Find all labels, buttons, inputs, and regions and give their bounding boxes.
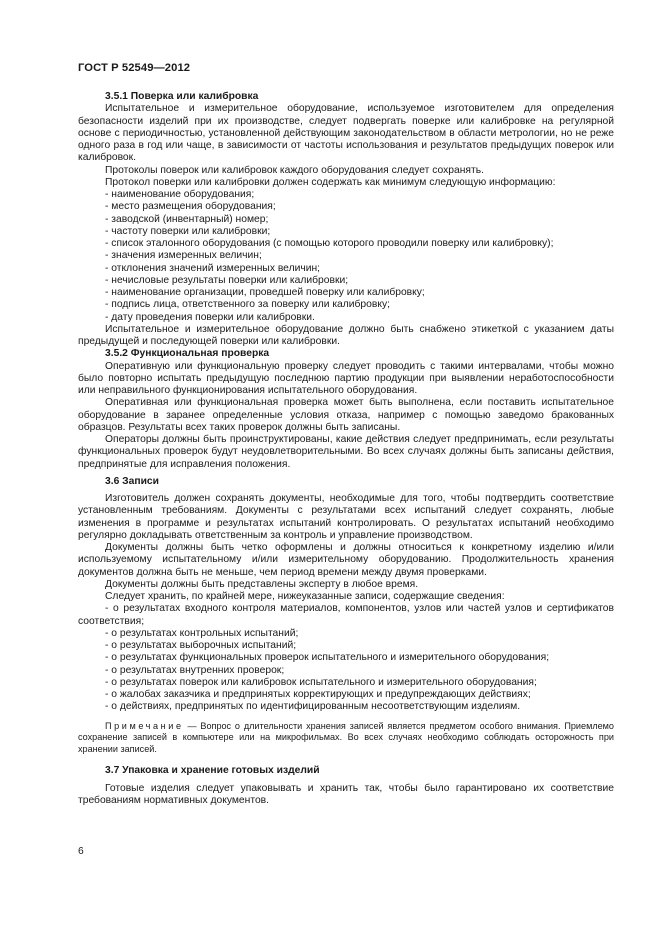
list-item: - наименование оборудования; (105, 189, 255, 200)
note-text: — Вопрос о длительности хранения записей является предметом особого внимания. Приемлемо сохранение записей в компьютере или на микрофильмах. Во всех случаях необходимо соблюдать осторожность при хранении записей. (78, 720, 614, 754)
paragraph: Испытательное и измерительное оборудование должно быть снабжено этикеткой с указанием даты предыдущей и последующей поверки или калибровки. (78, 323, 614, 347)
list-item: - список эталонного оборудования (с помощью которого проводили поверку или калибровку); (105, 238, 554, 249)
list-item: - о результатах внутренних проверок; (105, 664, 285, 676)
list-item: - отклонения значений измеренных величин; (105, 262, 320, 274)
list-item: - о жалобах заказчика и предпринятых корректирующих и предупреждающих действиях; (105, 689, 531, 700)
list-item: - о результатах контрольных испытаний; (105, 627, 299, 639)
paragraph: Протоколы поверок или калибровок каждого оборудования следует сохранять. (105, 164, 484, 176)
paragraph: Документы должны быть четко оформлены и должны относиться к конкретному изделию и/или используемому испытательному и/или измерительному оборудованию. Продолжительность хранения документов должна быть не меньше, чем период времени между двумя проверками. (78, 542, 614, 578)
paragraph: Следует хранить, по крайней мере, нижеуказанные записи, содержащие сведения: (105, 591, 505, 602)
list-item: - частоту поверки или калибровки; (105, 225, 271, 237)
paragraph: Протокол поверки или калибровки должен содержать как минимум следующую информацию: (105, 176, 556, 188)
section-3-5-and-3-6 (78, 91, 614, 714)
paragraph: Готовые изделия следует упаковывать и хранить так, чтобы было гарантировано их соответствие требованиям нормативных документов. (78, 782, 614, 806)
paragraph: - о результатах входного контроля материалов, компонентов, узлов или частей узлов и сертификатов соответствия; (78, 603, 614, 627)
page-number: 6 (78, 846, 84, 857)
list-item: - наименование организации, проведшей поверку или калибровку; (105, 287, 425, 298)
list-item: - значения измеренных величин; (105, 250, 262, 262)
paragraph: Оперативная или функциональная проверка может быть выполнена, если поставить испытательное оборудование в заранее определенные условия отказа, например с помощью заведомо бракованных образцов. Результаты всех таких проверок должны быть записаны. (78, 397, 614, 433)
paragraph: Оперативную или функциональную проверку следует проводить с такими интервалами, чтобы можно было повторно испытать предыдущую последнюю партию продукции при выявлении неработоспособности или неправильного функционирования испытательного оборудования. (78, 360, 614, 396)
note (78, 721, 614, 756)
document-header: ГОСТ Р 52549—2012 (78, 62, 191, 74)
document-body (78, 91, 614, 807)
list-item: - дату проведения поверки или калибровки. (105, 311, 315, 323)
paragraph: Документы должны быть представлены эксперту в любое время. (105, 578, 419, 590)
section-heading: 3.7 Упаковка и хранение готовых изделий (105, 765, 320, 777)
section-heading: 3.5.2 Функциональная проверка (105, 348, 270, 360)
list-item: - о результатах выборочных испытаний; (105, 640, 297, 651)
list-item: - заводской (инвентарный) номер; (105, 213, 269, 225)
paragraph: Изготовитель должен сохранять документы, необходимые для того, чтобы подтвердить соответствие установленным требованиям. Документы с результатами всех испытаний следует сохранять, любые изменения в программе и результатах испытаний контролировать. О результатах испытаний необходимо регулярно докладывать ответственным за контроль и управление производством. (78, 493, 614, 541)
section-3-7 (78, 765, 614, 807)
paragraph: Операторы должны быть проинструктированы, какие действия следует предпринимать, если результаты функциональных проверок будут неудовлетворительными. Во всех случаях должны быть записаны действия, предпринятые для исправления положения. (78, 434, 614, 470)
list-item: - о результатах поверок или калибровок испытательного и измерительного оборудования; (105, 676, 537, 688)
section-heading: 3.6 Записи (105, 475, 159, 487)
list-item: - нечисловые результаты поверки или калибровки; (105, 274, 349, 286)
paragraph: Испытательное и измерительное оборудование, используемое изготовителем для определения безопасности изделий при их производстве, следует подвергать поверке или калибровке на регулярной основе с периодичностью, установленной действующим законодательством в области метрологии, но не реже одного раза в год или чаще, в зависимости от частоты использования и результатов предыдущих поверок или калибровок. (78, 103, 614, 164)
note-label: Примечание (105, 720, 184, 731)
list-item: - о действиях, предпринятых по идентифицированным несоответствующим изделиям. (105, 701, 521, 713)
section-heading: 3.5.1 Поверка или калибровка (105, 91, 259, 102)
list-item: - подпись лица, ответственного за поверку или калибровку; (105, 299, 390, 311)
list-item: - о результатах функциональных проверок испытательного и измерительного оборудования; (105, 652, 550, 664)
list-item: - место размещения оборудования; (105, 201, 276, 213)
